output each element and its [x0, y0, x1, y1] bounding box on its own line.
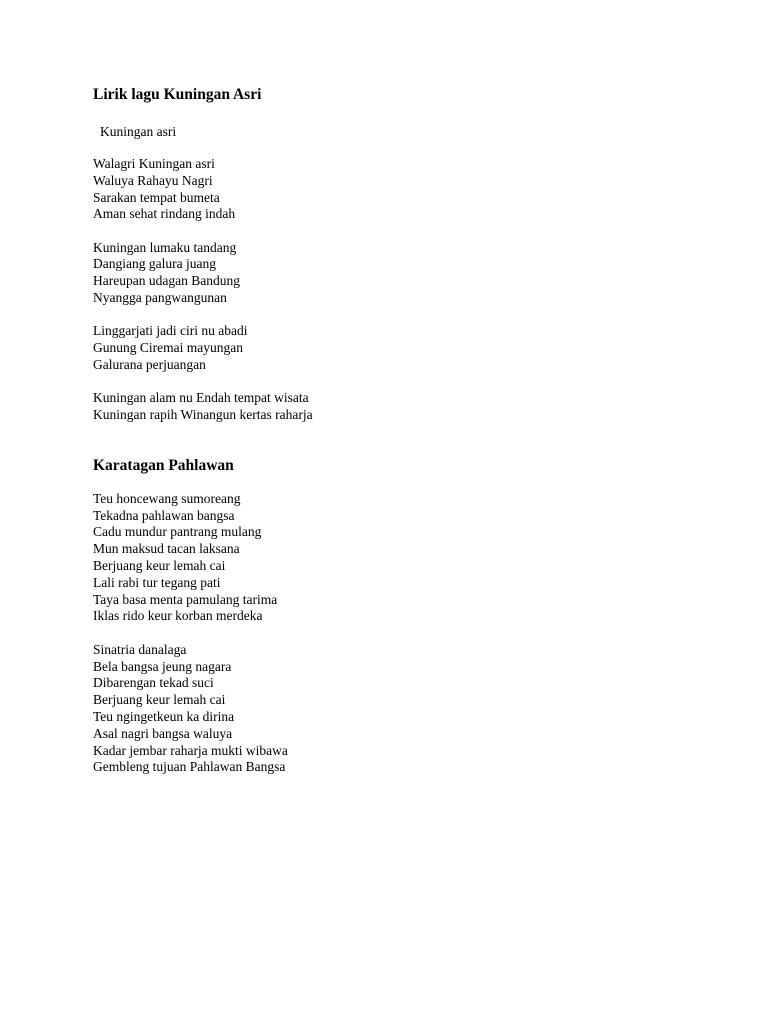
lyric-line: Hareupan udagan Bandung: [93, 273, 240, 289]
lyric-line: Nyangga pangwangunan: [93, 290, 227, 306]
lyric-line: Cadu mundur pantrang mulang: [93, 524, 262, 540]
lyric-line: Teu honcewang sumoreang: [93, 490, 241, 506]
lyric-line: Berjuang keur lemah cai: [93, 558, 226, 574]
lyric-line: Teu ngingetkeun ka dirina: [93, 708, 235, 724]
song2-stanza-1: [93, 491, 713, 625]
lyric-line: Aman sehat rindang indah: [93, 206, 236, 222]
lyric-line: Kuningan alam nu Endah tempat wisata: [93, 390, 309, 406]
lyric-line: Tekadna pahlawan bangsa: [93, 507, 235, 523]
lyric-line: Kadar jembar raharja mukti wibawa: [93, 742, 288, 758]
song1-subtitle: Kuningan asri: [100, 124, 177, 139]
lyric-line: Bela bangsa jeung nagara: [93, 658, 232, 674]
lyric-line: Galurana perjuangan: [93, 356, 206, 372]
song1-stanza-2: [93, 240, 713, 307]
lyric-line: Walagri Kuningan asri: [93, 156, 215, 171]
lyric-line: Waluya Rahayu Nagri: [93, 172, 213, 188]
song1-title: Lirik lagu Kuningan Asri: [93, 86, 262, 103]
song1-stanza-4: [93, 390, 713, 424]
lyric-line: Kuningan rapih Winangun kertas raharja: [93, 407, 313, 423]
lyric-line: Sarakan tempat bumeta: [93, 189, 220, 205]
song2-stanza-2: [93, 642, 713, 776]
lyric-line: Lali rabi tur tegang pati: [93, 574, 221, 590]
lyric-line: Taya basa menta pamulang tarima: [93, 591, 278, 607]
lyric-line: Gunung Ciremai mayungan: [93, 340, 243, 356]
song2-title: Karatagan Pahlawan: [93, 456, 234, 474]
song1-stanza-1: [93, 156, 713, 223]
lyric-line: Dibarengan tekad suci: [93, 675, 214, 691]
lyric-line: Iklas rido keur korban merdeka: [93, 608, 263, 624]
song1-stanza-3: [93, 323, 713, 373]
lyric-line: Dangiang galura juang: [93, 256, 216, 272]
lyrics-document: [93, 84, 713, 776]
lyric-line: Kuningan lumaku tandang: [93, 239, 237, 255]
lyric-line: Asal nagri bangsa waluya: [93, 725, 233, 741]
lyric-line: Linggarjati jadi ciri nu abadi: [93, 323, 248, 339]
lyric-line: Gembleng tujuan Pahlawan Bangsa: [93, 759, 286, 775]
lyric-line: Sinatria danalaga: [93, 641, 187, 657]
lyric-line: Berjuang keur lemah cai: [93, 692, 226, 708]
lyric-line: Mun maksud tacan laksana: [93, 541, 240, 557]
